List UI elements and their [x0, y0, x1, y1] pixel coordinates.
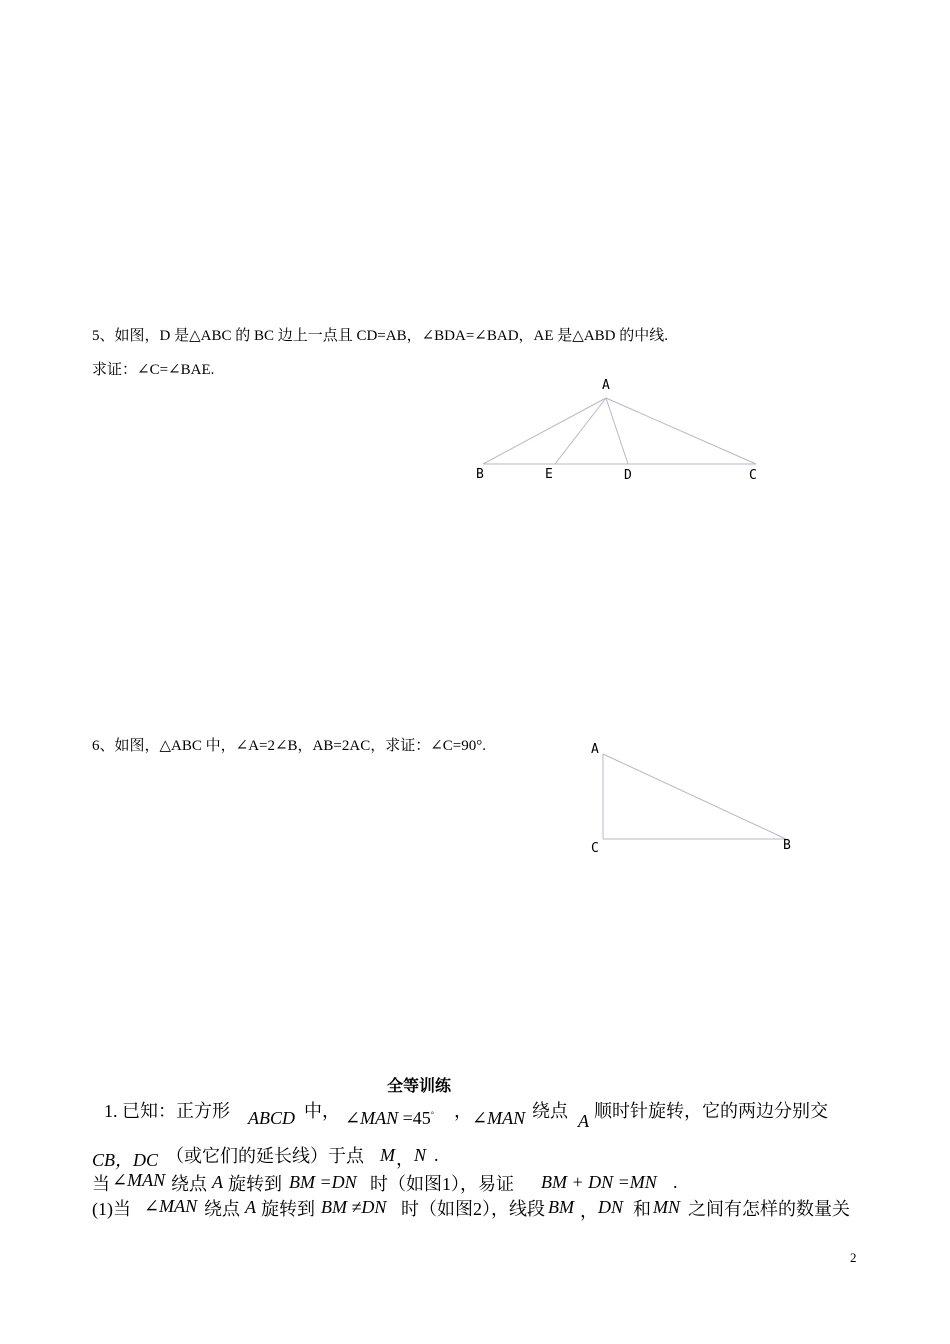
segment-AD	[606, 398, 628, 464]
math-a-4: A	[245, 1197, 256, 1217]
degree: °	[430, 1110, 434, 1119]
label-c: C	[591, 841, 599, 856]
label-b: B	[476, 467, 484, 482]
math-abcd: ABCD	[248, 1108, 295, 1128]
q1-prefix: 1. 已知：正方形	[104, 1101, 230, 1121]
q1-line2-text: （或它们的延长线）于点	[166, 1146, 364, 1166]
label-d: D	[624, 468, 632, 483]
math-angle-man-3: ∠MAN	[112, 1170, 166, 1190]
q1-line3-a: 当	[92, 1174, 110, 1194]
math-bm-neq-dn: BM ≠DN	[321, 1197, 387, 1217]
q1-line3-end: .	[673, 1172, 678, 1192]
label-a: A	[591, 742, 599, 757]
q1-line2-sep: ，	[396, 1149, 414, 1169]
q1-line4-e: 之间有怎样的数量关	[688, 1199, 850, 1219]
math-mn: MN	[653, 1197, 680, 1217]
label-a: A	[602, 378, 610, 393]
q1-line4-d: 时（如图2），线段	[401, 1199, 545, 1219]
math-angle-man-2: ∠MAN	[472, 1108, 526, 1128]
q1-line4-a: (1)当	[92, 1199, 131, 1219]
q1-comma: ，	[454, 1101, 472, 1121]
q1-mid: 中，	[304, 1101, 340, 1121]
q1-line4-b: 绕点	[204, 1199, 240, 1219]
math-dn: DN	[598, 1197, 624, 1217]
eq-45: =45	[402, 1108, 431, 1128]
math-bm: BM	[548, 1197, 574, 1217]
segment-AC	[606, 398, 756, 464]
page-number: 2	[850, 1250, 857, 1265]
math-n: N	[414, 1145, 427, 1165]
figure-problem-5	[483, 398, 756, 464]
problem-5-prove: 求证：∠C=∠BAE.	[92, 362, 215, 378]
label-b: B	[783, 838, 791, 853]
q1-rotate-text: 顺时针旋转，它的两边分别交	[594, 1101, 828, 1121]
math-bm-plus-dn: BM + DN =MN	[541, 1172, 657, 1192]
math-cb-dc: CB，DC	[92, 1150, 159, 1170]
math-bm-eq-dn: BM =DN	[289, 1172, 357, 1192]
problem-6-statement: 6、如图，△ABC 中，∠A=2∠B，AB=2AC，求证：∠C=90°.	[92, 738, 486, 754]
q1-line4-and: 和	[633, 1199, 651, 1219]
q1-line3-c: 旋转到	[228, 1174, 282, 1194]
math-a-3: A	[212, 1172, 223, 1192]
math-angle-man-4: ∠MAN	[144, 1196, 198, 1216]
math-angle-man	[345, 1108, 434, 1129]
label-c: C	[749, 468, 757, 483]
angle-man: ∠MAN	[345, 1108, 399, 1128]
problem-5-statement: 5、如图，D 是△ABC 的 BC 边上一点且 CD=AB，∠BDA=∠BAD，AE 是△ABD 的中线.	[92, 328, 668, 344]
math-m: M	[380, 1145, 395, 1165]
q1-line3-d: 时（如图1），易证	[370, 1174, 514, 1194]
figure-problem-6	[603, 754, 786, 839]
q1-line4-sep: ，	[580, 1201, 598, 1221]
segment-AE	[555, 398, 606, 464]
math-a: A	[578, 1111, 589, 1131]
segment-AB	[603, 754, 786, 839]
q1-line3-b: 绕点	[171, 1174, 207, 1194]
label-e: E	[545, 467, 553, 482]
q1-line4-c: 旋转到	[261, 1199, 315, 1219]
segment-AB	[483, 398, 606, 464]
q1-line2-end: .	[434, 1145, 439, 1165]
section-title: 全等训练	[387, 1078, 452, 1095]
q1-rotate-about: 绕点	[532, 1101, 568, 1121]
